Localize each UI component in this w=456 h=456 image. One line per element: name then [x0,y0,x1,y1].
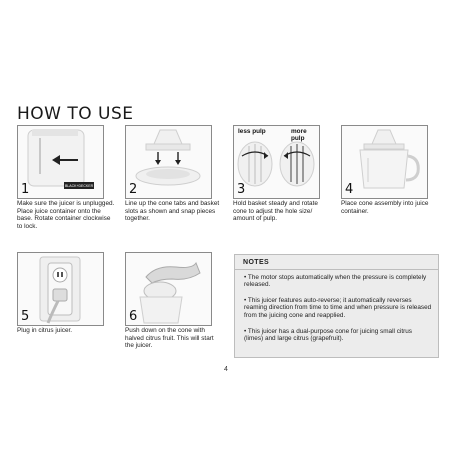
step-4-caption: Place cone assembly into juice container. [341,200,429,215]
step-4-number: 4 [345,182,354,197]
cone-basket-icon [126,126,211,198]
note-item: • The motor stops automatically when the pressure is completely released. [244,274,427,289]
step-3-caption: Hold basket steady and rotate cone to adjust the hole size/ amount of pulp. [233,200,318,223]
step-1-caption: Make sure the juicer is unplugged. Place juice container onto the base. Rotate container clockwise to lock. [17,200,115,230]
step-3-number: 3 [237,182,246,197]
hand-press-icon [126,253,211,325]
step-5-caption: Plug in citrus juicer. [17,327,73,334]
step-2-number: 2 [129,182,138,197]
note-item: • This juicer features auto-reverse; it automatically reverses reaming direction from time to time and when pressure is released from the juicing cone and reapplied. [244,297,432,319]
step-2-illustration [125,125,212,199]
step-1-illustration [17,125,104,199]
outlet-plug-icon [18,253,103,325]
step-6-number: 6 [129,309,138,324]
note-item: • This juicer has a dual-purpose cone for juicing small citrus (limes) and large citrus (grapefruit). [244,328,412,343]
page-number: 4 [224,366,228,373]
more-pulp-label: more pulp [291,128,307,142]
notes-divider [235,269,438,270]
assembled-juicer-icon [342,126,427,198]
less-pulp-label: less pulp [238,128,266,135]
notes-title: NOTES [243,259,270,266]
step-5-illustration [17,252,104,326]
step-6-caption: Push down on the cone with halved citrus fruit. This will start the juicer. [125,327,214,350]
page-title: HOW TO USE [17,104,134,124]
step-3-illustration [233,125,320,199]
step-5-number: 5 [21,309,30,324]
step-2-caption: Line up the cone tabs and basket slots as shown and snap pieces together. [125,200,220,223]
notes-box [234,254,439,358]
step-1-number: 1 [21,182,30,197]
step-6-illustration [125,252,212,326]
brand-badge: BLACK+DECKER [65,184,94,188]
step-4-illustration [341,125,428,199]
